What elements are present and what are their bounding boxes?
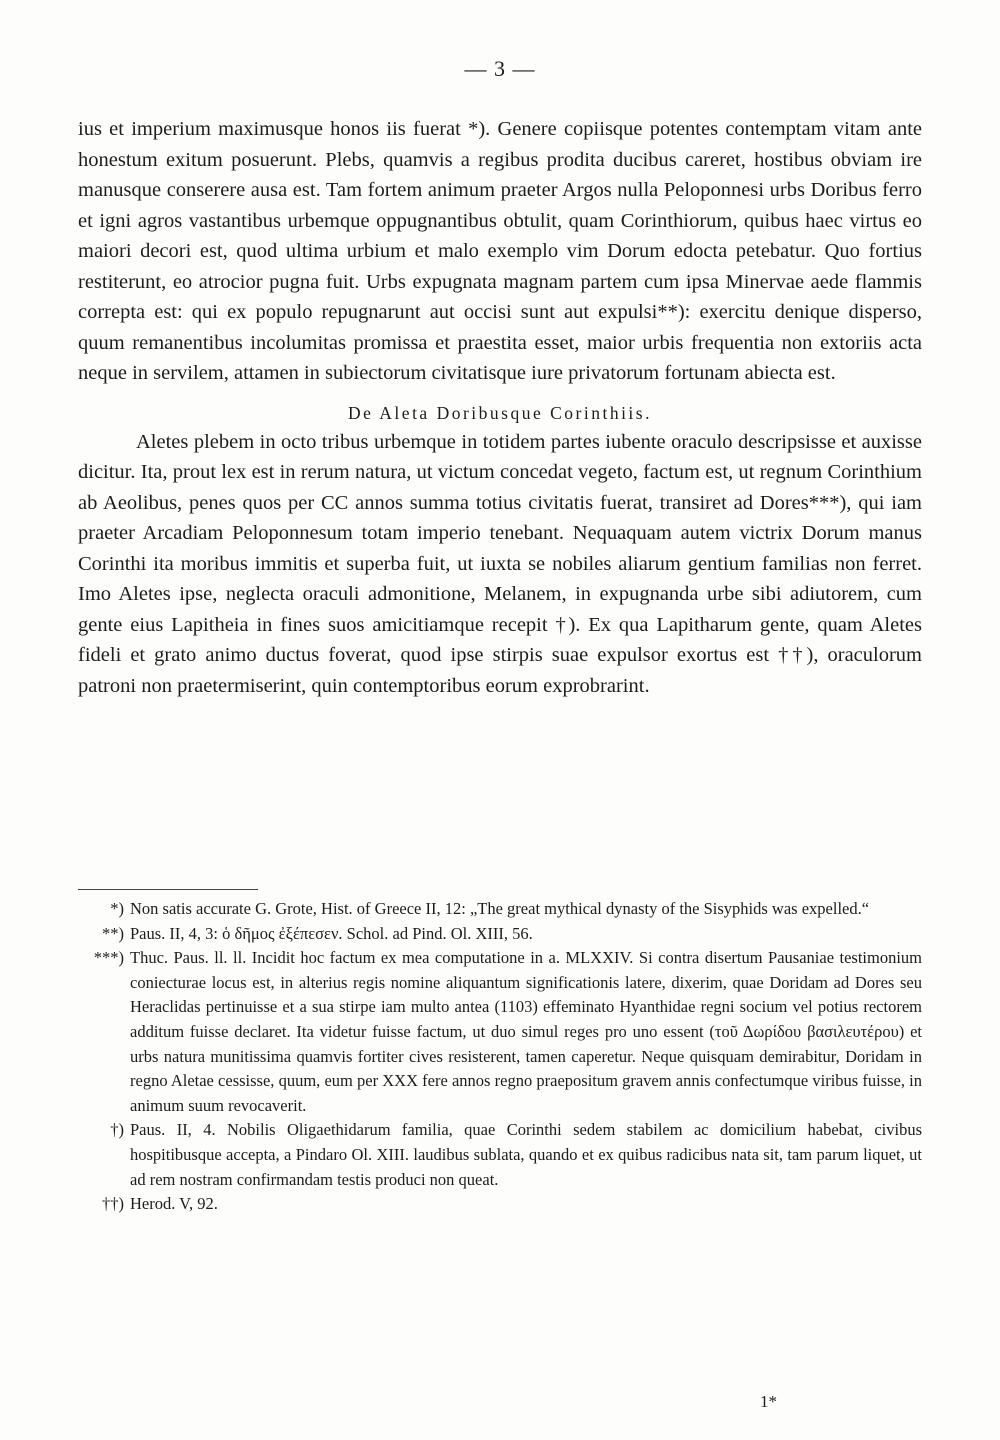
footnote-text: Paus. II, 4. Nobilis Oligaethidarum familia, quae Corinthi sedem stabilem ac domicilium habebat, civibus hospitibusque accepta, a Pindaro Ol. XIII. laudibus sublata, quando et ex quibus radicibus nata sit, tam parum liquet, ut ad rem nostram confirmandam testis produci non queat.: [130, 1120, 922, 1189]
paragraph-1: ius et imperium maximusque honos iis fuerat *). Genere copiisque potentes contemptam vitam ante honestum exitum posuerunt. Plebs, quamvis a regibus prodita ducibus careret, hostibus obviam ire manusque conserere ausa est. Tam fortem animum praeter Argos nulla Peloponnesi urbs Doribus ferro et igni agros vastantibus urbemque oppugnantibus obtulit, quam Corinthiorum, quibus haec virtus eo maiori decori est, quod ultima urbium et malo exemplo vim Dorum edocta petebatur. Quo fortius restiterunt, eo atrocior pugna fuit. Urbs expugnata magnam partem cum ipsa Minervae aede flammis correpta est: qui ex populo repugnarunt aut occisi sunt aut expulsi**): exercitu denique disperso, quum remanentibus incolumitas promissa et praestita esset, maior urbis frequentia non extoriis acta neque in servilem, attamen in subiectorum civitatisque iure privatorum fortunam abiecta est.: [78, 118, 922, 384]
footnote-mark: ††): [102, 1194, 124, 1214]
footnote: [78, 1118, 922, 1192]
footnote-text: Herod. V, 92.: [130, 1194, 218, 1214]
footnote: [78, 897, 922, 922]
section-heading: De Aleta Doribusque Corinthiis.: [347, 402, 652, 423]
main-text: [78, 114, 922, 701]
footnote: [78, 946, 922, 1118]
footnote: [78, 922, 922, 947]
sheet-signature: 1*: [760, 1392, 777, 1411]
footnote-mark: *): [110, 899, 124, 918]
footnote-text: Thuc. Paus. ll. ll. Incidit hoc factum ex mea computatione in a. MLXXIV. Si contra disertum Pausaniae testimonium coniecturae locus est, in alterius regis nomine aliquantum significationis latere, dixerim, quae Doridam ad Dores seu Heraclidas pertinuisse et a sua stirpe iam multo antea (1103) effeminato Hyanthidae regni socium vel potius rectorem additum fuisse declaret. Ita videtur fuisse factum, ut duo simul reges pro uno essent (τοῦ Δωρίδου βασιλευτέρου) et urbs natura munitissima quamvis fortiter cives resisterent, tamen caperetur. Neque quisquam demirabitur, Doridam in regno Aletae cessisse, quum, eum per XXX fere annos regno praepositum gravem annis confectumque viribus fuisse, in animum suum revocaverit.: [130, 948, 922, 1115]
paragraph-2: Aletes plebem in octo tribus urbemque in totidem partes iubente oraculo descripsisse et auxisse dicitur. Ita, prout lex est in rerum natura, ut victum concedat vegeto, factum est, ut regnum Corinthium ab Aeolibus, penes quos per CC annos summa totius civitatis fuerat, transiret ad Dores***), qui iam praeter Arcadiam Peloponnesum totam imperio tenebant. Nequaquam autem victrix Dorum manus Corinthi ita moribus immitis et superba fuit, ut iuxta se nobiles aliarum gentium familias non ferret. Imo Aletes ipse, neglecta oraculi admonitione, Melanem, in expugnanda urbe sibi adiutorem, cum gente eius Lapitheia in fines suos amicitiamque recepit †). Ex qua Lapitharum gente, quam Aletes fideli et grato animo ductus foverat, quod ipse stirpis suae expulsor exortus est ††), oraculorum patroni non praetermiserint, quin contemptoribus eorum exprobrarint.: [78, 430, 922, 697]
footnote: [78, 1192, 922, 1217]
footnote-rule: [78, 889, 258, 890]
footnote-text: Paus. II, 4, 3: ὁ δῆμος ἐξέπεσεν. Schol. ad Pind. Ol. XIII, 56.: [130, 923, 533, 943]
footnote-text: Non satis accurate G. Grote, Hist. of Greece II, 12: „The great mythical dynasty of the Sisyphids was expelled.“: [130, 899, 870, 918]
footnote-mark: †): [110, 1120, 124, 1140]
footnote-mark: **): [102, 923, 124, 943]
footnote-mark: ***): [93, 948, 124, 968]
footnotes: [78, 897, 922, 1217]
page-number: — 3 —: [464, 56, 536, 81]
